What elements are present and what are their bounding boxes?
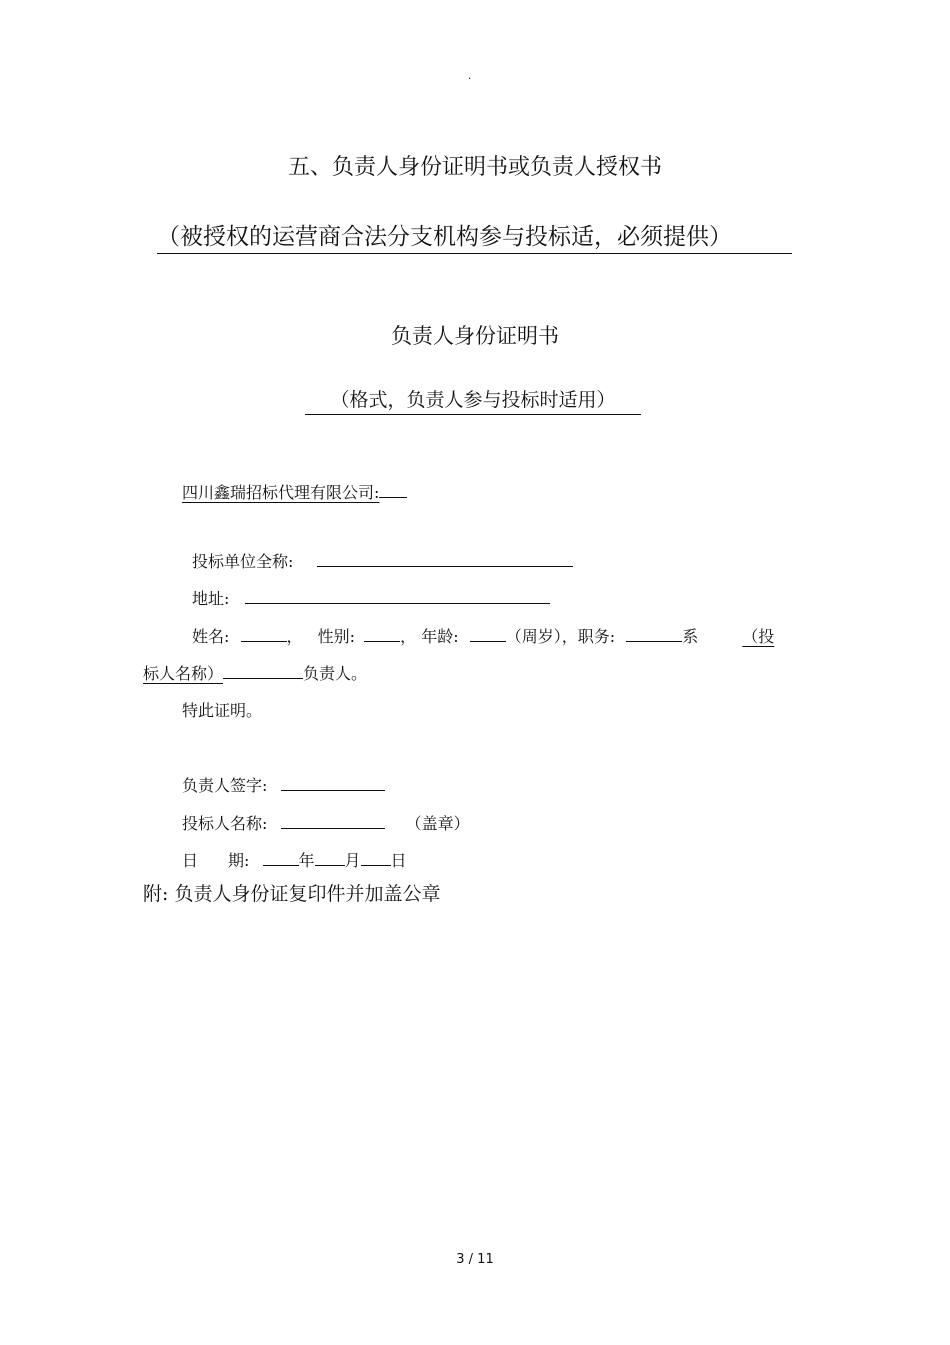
year-field[interactable] <box>263 849 299 866</box>
month-text: 月 <box>344 851 361 870</box>
responsible-person-text: 负责人。 <box>303 664 368 683</box>
age-field[interactable] <box>470 625 506 642</box>
duty-label: ，职务: <box>561 627 616 646</box>
document-subtitle: （格式，负责人参与投标时适用） <box>305 385 641 415</box>
document-title: 负责人身份证明书 <box>391 324 559 348</box>
section-subtitle: （被授权的运营商合法分支机构参与投标适，必须提供） <box>157 218 792 254</box>
date-label-1: 日 <box>182 851 199 870</box>
bidder-name-label: 投标人名称: <box>182 814 268 833</box>
gender-field[interactable] <box>364 625 400 642</box>
section-title: 五、负责人身份证明书或负责人授权书 <box>287 155 662 180</box>
age-label: 年龄: <box>421 627 459 646</box>
date-label-2: 期: <box>228 851 250 870</box>
day-text: 日 <box>390 851 407 870</box>
bidder-full-name-label: 投标单位全称: <box>192 552 294 571</box>
addressee-text: 四川鑫瑞招标代理有限公司: <box>182 483 380 502</box>
hereby-certify: 特此证明。 <box>182 701 263 720</box>
bidder-full-name-field[interactable] <box>317 550 573 567</box>
gender-label: 性别: <box>317 627 356 646</box>
comma: ， <box>286 627 303 646</box>
addressee-blank[interactable] <box>379 481 407 498</box>
bidder-name-open: （投 <box>742 627 775 646</box>
date-row <box>182 848 407 871</box>
comma: ， <box>400 627 417 646</box>
is-of-text: 系 <box>682 627 699 646</box>
seal-text: （盖章） <box>405 814 470 833</box>
header-mark: · <box>468 74 472 85</box>
address-row <box>192 586 550 609</box>
bidder-full-name-row <box>192 549 573 572</box>
name-label: 姓名: <box>192 627 230 646</box>
bidder-name-field[interactable] <box>223 662 303 679</box>
signature-label: 负责人签字: <box>182 776 268 795</box>
bidder-name-close: 标人名称） <box>143 664 224 683</box>
personal-info-row <box>192 624 774 647</box>
page-number: 3 / 11 <box>456 1252 494 1267</box>
year-text: 年 <box>298 851 315 870</box>
signature-field[interactable] <box>281 774 385 791</box>
month-field[interactable] <box>315 849 345 866</box>
bidder-name-sign-field[interactable] <box>281 812 385 829</box>
addressee <box>182 480 407 503</box>
age-unit: （周岁） <box>505 627 562 646</box>
signature-row <box>182 773 385 796</box>
duty-field[interactable] <box>626 625 682 642</box>
day-field[interactable] <box>361 849 391 866</box>
bidder-name-row <box>143 661 367 684</box>
bidder-seal-row <box>182 811 470 834</box>
address-label: 地址: <box>192 589 230 608</box>
name-field[interactable] <box>241 625 287 642</box>
attachment-note: 附: 负责人身份证复印件并加盖公章 <box>143 883 441 905</box>
address-field[interactable] <box>245 587 550 604</box>
